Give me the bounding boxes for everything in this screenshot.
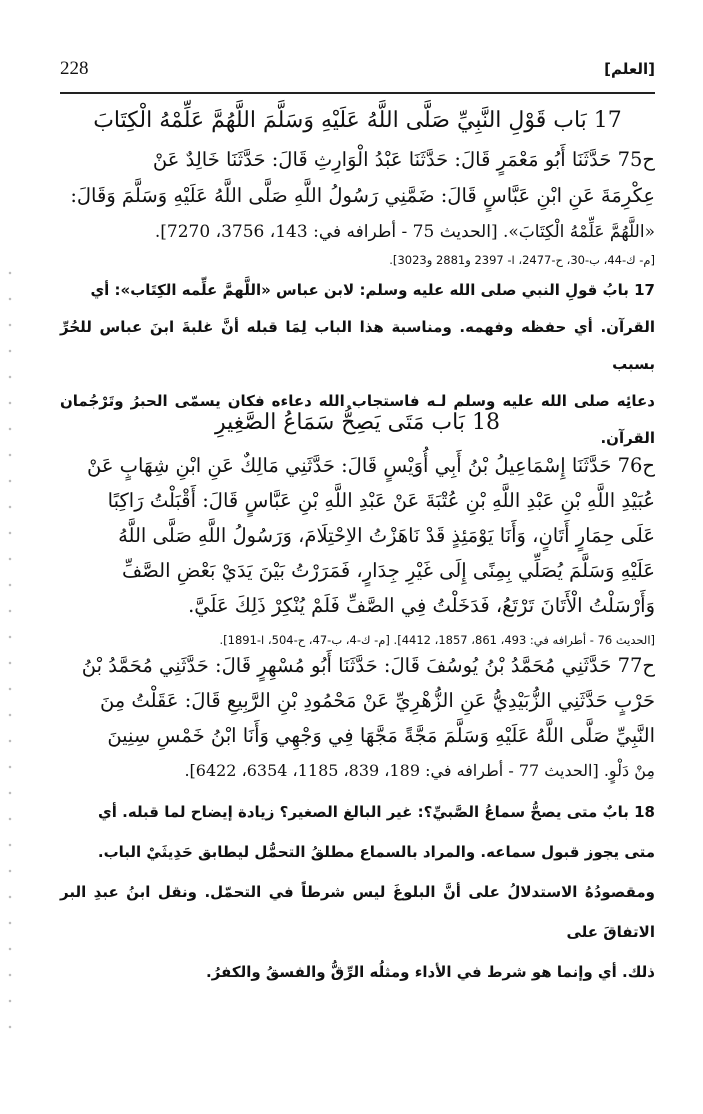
commentary-line: ذلك. أي وإنما هو شرط في الأداء ومثلُه الرِّقُّ والفسقُ والكفرُ.: [206, 963, 655, 981]
hadith-77-line: ح77 حَدَّثَنِي مُحَمَّدُ بْنُ يُوسُفَ قَالَ: حَدَّثَنَا أَبُو مُسْهِرٍ قَالَ: حَدَّثَنِي مُحَمَّدُ بْنُ: [81, 654, 655, 677]
hadith-77: [60, 648, 655, 788]
chapter-18-commentary: [60, 792, 655, 992]
commentary-line: ومقصودُهُ الاستدلالُ على أنَّ البلوغَ ليس شرطاً في التحمّل. ونقل ابنُ عبدِ البر الاتفاقَ على: [60, 883, 655, 941]
hadith-75-refs: [م- ك-44، ب-30، ح-2477، ا- 2397 و2881 و3023].: [389, 253, 655, 267]
hadith-75-line: عِكْرِمَةَ عَنِ ابْنِ عَبَّاسٍ قَالَ: ضَمَّنِي رَسُولُ اللَّهِ صَلَّى اللَّهُ عَلَيْهِ وَسَلَّمَ وَقَالَ:: [70, 184, 655, 207]
hadith-77-line: النَّبِيِّ صَلَّى اللَّهُ عَلَيْهِ وَسَلَّمَ مَجَّةً مَجَّهَا فِي وَجْهِي وَأَنَا ابْنُ خَمْسِ سِنِينَ: [107, 724, 655, 747]
hadith-76-line: عَلَيْهِ وَسَلَّمَ يُصَلِّي بِمِنًى إِلَى غَيْرِ جِدَارٍ، فَمَرَرْتُ بَيْنَ يَدَيْ بَعْضِ الصَّفِّ: [122, 559, 655, 582]
hadith-76-refs: [الحديث 76 - أطرافه في: 493، 861، 1857، 4412]. [م- ك-4، ب-47، ح-504، ا-1891].: [219, 633, 655, 647]
hadith-77-line: مِنْ دَلْوٍ. [الحديث 77 - أطرافه في: 189، 839، 1185، 6354، 6422].: [184, 761, 655, 780]
hadith-75-line: ح75 حَدَّثَنَا أَبُو مَعْمَرٍ قَالَ: حَدَّثَنَا عَبْدُ الْوَارِثِ قَالَ: حَدَّثَنَا خَالِدٌ عَنْ: [152, 148, 655, 171]
page-header: [60, 52, 655, 94]
commentary-line: القرآن. أي حفظه وفهمه. ومناسبة هذا الباب لِمَا قبله أنَّ غلبةَ ابنَ عباس للحُرِّ بسبب: [60, 318, 655, 373]
commentary-line: 17 بابُ قولِ النبي صلى الله عليه وسلم: لابن عباس «اللَّهمَّ علِّمه الكِتَاب»: أي: [90, 281, 655, 299]
margin-dots: [8, 260, 12, 1040]
page-number: 228: [60, 58, 89, 79]
chapter-label: [العلم]: [604, 60, 655, 78]
hadith-76-line: وَأَرْسَلْتُ الْأَتَانَ تَرْتَعُ، فَدَخَلْتُ فِي الصَّفِّ فَلَمْ يُنْكِرْ ذَلِكَ عَلَيَّ.: [188, 594, 655, 617]
commentary-line: متى يجوز قبول سماعه. والمراد بالسماع مطلقُ التحمُّل ليطابق حَدِيثَيْ الباب.: [97, 843, 655, 861]
hadith-76-line: ح76 حَدَّثَنَا إِسْمَاعِيلُ بْنُ أَبِي أُوَيْسٍ قَالَ: حَدَّثَنِي مَالِكٌ عَنِ ابْنِ شِهَابٍ عَنْ: [87, 454, 655, 477]
chapter-18-title: 18 بَاب مَتَى يَصِحُّ سَمَاعُ الصَّغِيرِ: [215, 410, 500, 435]
hadith-75: [60, 142, 655, 250]
commentary-line: 18 بابٌ متى يصحُّ سماعُ الصَّبيِّ؟: غير البالغ الصغير؟ زيادة إيضاح لما قبله. أي: [98, 803, 655, 821]
hadith-77-line: حَرْبٍ حَدَّثَنِي الزُّبَيْدِيُّ عَنِ الزُّهْرِيِّ عَنْ مَحْمُودِ بْنِ الرَّبِيعِ قَالَ: عَقَلْتُ مِنَ: [99, 689, 655, 712]
chapter-17-title: 17 بَاب قَوْلِ النَّبِيِّ صَلَّى اللَّهُ عَلَيْهِ وَسَلَّمَ اللَّهُمَّ عَلِّمْهُ الْكِتَابَ: [93, 108, 622, 133]
hadith-76-line: عُبَيْدِ اللَّهِ بْنِ عَبْدِ اللَّهِ بْنِ عُتْبَةَ عَنْ عَبْدِ اللَّهِ بْنِ عَبَّاسٍ قَالَ: أَقْبَلْتُ رَاكِبًا: [107, 489, 655, 512]
hadith-76-line: عَلَى حِمَارٍ أَتَانٍ، وَأَنَا يَوْمَئِذٍ قَدْ نَاهَزْتُ الاِحْتِلَامَ، وَرَسُولُ اللَّهِ صَلَّى اللَّهُ: [118, 524, 655, 547]
hadith-76: [60, 448, 655, 623]
commentary-line: دعائِه صلى الله عليه وسلم لـه فاستجاب الله دعاءه فكان يسمّى الحبرُ وتَرْجُمان القرآن.: [60, 392, 655, 447]
hadith-75-line: «اللَّهُمَّ عَلِّمْهُ الْكِتَابَ». [الحديث 75 - أطرافه في: 143، 3756، 7270].: [154, 222, 655, 242]
